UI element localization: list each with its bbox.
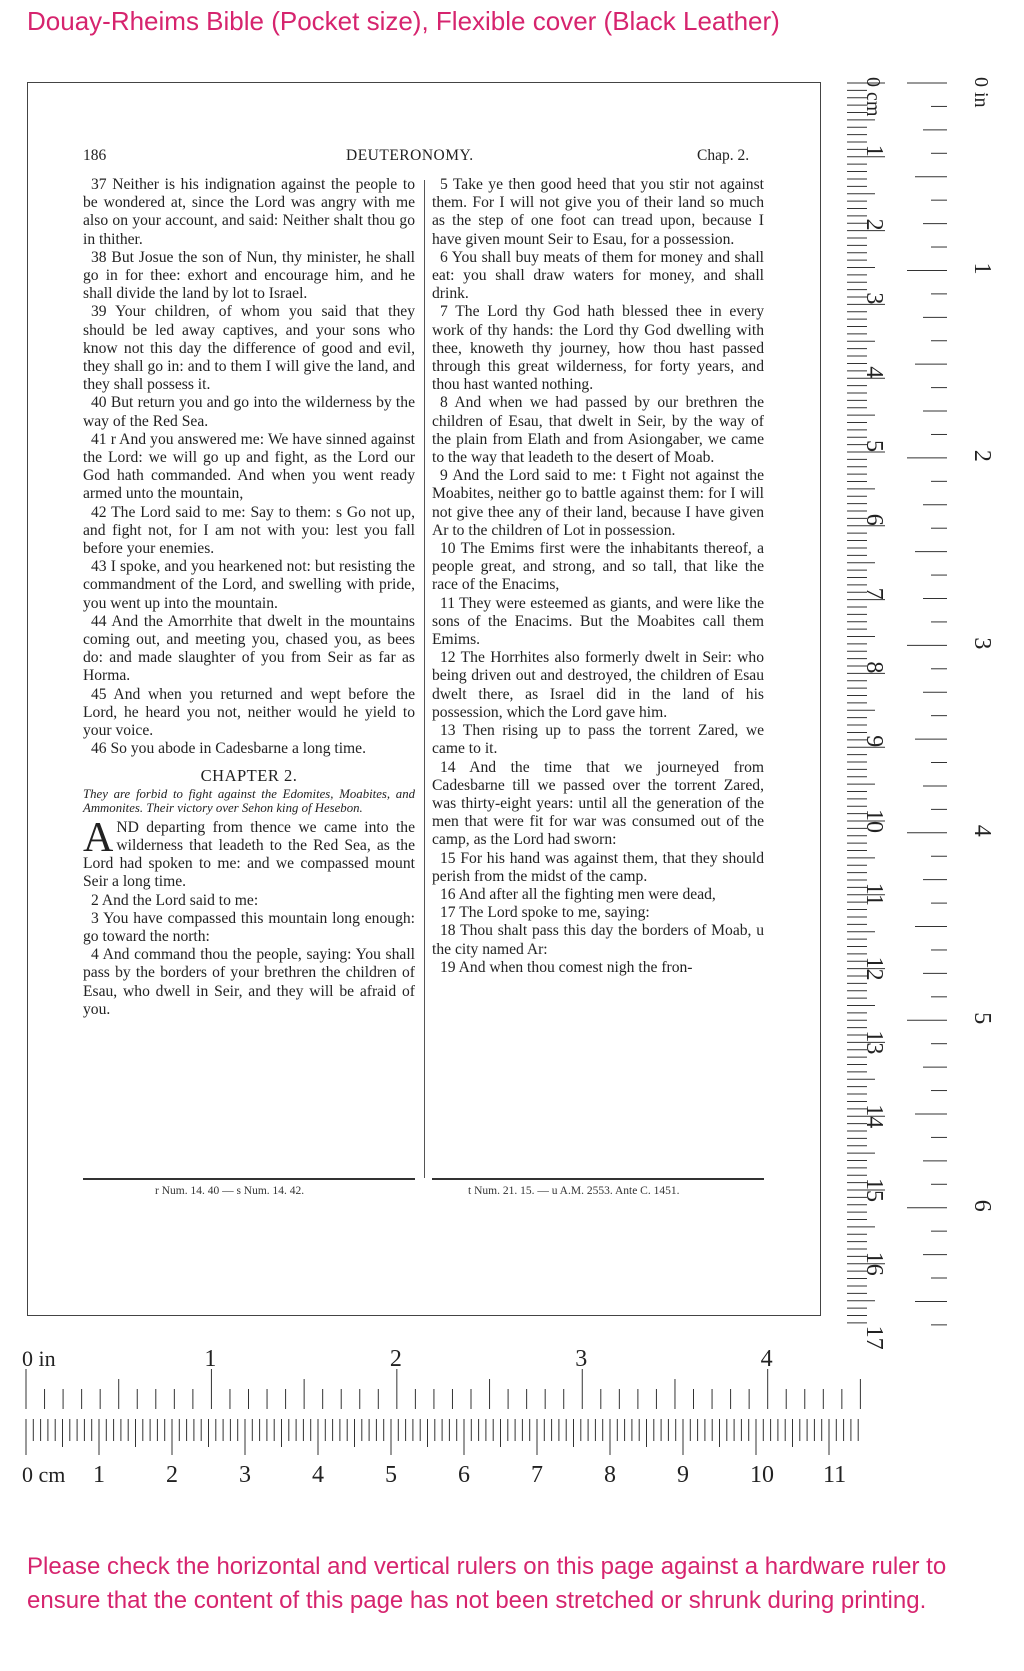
footnote-rule-right: [432, 1178, 764, 1180]
drop-cap-letter: A: [83, 814, 114, 861]
vertical-ruler-cm-labels: [861, 145, 887, 1350]
verse: 7 The Lord thy God hath blessed thee in every work of thy hands: the Lord thy God dwelling with thee, knoweth thy journey, how thou hast passed through this great wilderness, for forty years, and thou hast wanted nothing.: [432, 303, 764, 394]
ruler-cm-label: 2: [166, 1462, 178, 1488]
ruler-cm-label: 2: [861, 218, 887, 231]
verse: 42 The Lord said to me: Say to them: s Go not up, and fight not, for I am not with you: lest you fall before your enemies.: [83, 503, 415, 558]
footnote-left: r Num. 14. 40 — s Num. 14. 42.: [155, 1185, 305, 1197]
ruler-cm-label: 6: [861, 513, 887, 526]
ruler-cm-label: 11: [861, 882, 887, 906]
verse: 13 Then rising up to pass the torrent Zared, we came to it.: [432, 722, 764, 758]
verse: 15 For his hand was against them, that they should perish from the midst of the camp.: [432, 849, 764, 885]
verse: 16 And after all the fighting men were dead,: [440, 885, 716, 903]
verse: 19 And when thou comest nigh the fron-: [440, 958, 693, 976]
ruler-cm-label: 4: [312, 1462, 324, 1488]
ruler-cm-label: 3: [239, 1462, 251, 1488]
ruler-cm-label: 10: [861, 809, 887, 833]
verse: 38 But Josue the son of Nun, thy minister, he shall go in for thee: exhort and encourage him, and he shall divide the land by lot to Israel.: [83, 248, 415, 303]
ruler-cm-label: 9: [861, 735, 887, 748]
chapter-summary: They are forbid to fight against the Edomites, Moabites, and Ammonites. Their victory over Sehon king of Hesebon.: [83, 786, 415, 815]
verse: 6 You shall buy meats of them for money and shall eat: you shall draw waters for money, and shall drink.: [432, 248, 764, 303]
ruler-in-label: 4: [969, 824, 995, 837]
page-header-title: Douay-Rheims Bible (Pocket size), Flexible cover (Black Leather): [27, 6, 780, 36]
verse: 12 The Horrhites also formerly dwelt in Seir: who being driven out and destroyed, the children of Esau dwelt there, as Israel did in the land of his possession, which the Lord gave him.: [432, 649, 764, 721]
verse: 14 And the time that we journeyed from Cadesbarne till we passed over the torrent Zared, was thirty-eight years: until all the generation of the men that were fit for war was consumed out of the camp, as the Lord had sworn:: [432, 758, 764, 849]
chapter-reference: Chap. 2.: [697, 147, 750, 164]
horizontal-ruler: [20, 1342, 870, 1492]
ruler-cm-label: 5: [385, 1462, 397, 1488]
horizontal-ruler-cm-unit: 0 cm: [22, 1462, 66, 1487]
verse: 5 Take ye then good heed that you stir not against them. For I will not give you of their land so much as the step of one foot can tread upon, because I have given mount Seir to Esau, for a possession.: [432, 176, 764, 248]
ruler-in-label: 4: [760, 1346, 773, 1372]
ruler-cm-label: 15: [861, 1178, 887, 1202]
verse: 2 And the Lord said to me:: [91, 891, 259, 909]
verse: 4 And command thou the people, saying: You shall pass by the borders of your brethren the children of Esau, who dwell in Seir, and they will be afraid of you.: [83, 946, 415, 1018]
verse: 10 The Emims first were the inhabitants thereof, a people great, and strong, and so tall, that like the race of the Enacims,: [432, 540, 764, 594]
horizontal-ruler-cm-labels: [93, 1462, 846, 1488]
ruler-cm-label: 1: [861, 144, 887, 157]
ruler-in-label: 3: [969, 637, 995, 650]
ruler-cm-label: 9: [677, 1462, 689, 1488]
horizontal-ruler-ticks: [26, 1369, 860, 1455]
verse: 45 And when you returned and wept before the Lord, he heard you not, neither would he yield to your voice.: [83, 685, 415, 740]
ruler-cm-label: 17: [861, 1325, 887, 1350]
vertical-ruler-in-labels: [969, 262, 995, 1211]
vertical-ruler: [847, 77, 1007, 1350]
ruler-cm-label: 1: [93, 1462, 105, 1488]
column-divider: [424, 180, 425, 1178]
right-text-column: [432, 176, 764, 977]
ruler-cm-label: 8: [861, 661, 887, 674]
verse: 39 Your children, of whom you said that they should be led away captives, and your sons who know not this day the difference of good and evil, they shall go in: and to them I will give the land, and they shall possess it.: [83, 303, 415, 394]
ruler-cm-label: 12: [861, 956, 887, 981]
ruler-cm-label: 11: [823, 1462, 847, 1488]
chapter-heading: CHAPTER 2.: [200, 765, 298, 785]
footnote-right: t Num. 21. 15. — u A.M. 2553. Ante C. 1451.: [468, 1185, 680, 1197]
first-verse: [83, 814, 415, 892]
ruler-check-note: Please check the horizontal and vertical rulers on this page against a hardware ruler to ensure that the content of this page has not been stretched or shrunk during printing.: [27, 1553, 947, 1614]
ruler-in-label: 2: [969, 449, 995, 462]
verse: 41 r And you answered me: We have sinned against the Lord: we will go up and fight, as the Lord our God hath commanded. And when you went ready armed unto the mountain,: [83, 430, 415, 503]
ruler-in-label: 2: [389, 1346, 402, 1372]
ruler-cm-label: 6: [458, 1462, 470, 1488]
ruler-in-label: 5: [969, 1012, 995, 1025]
horizontal-ruler-in-unit: 0 in: [22, 1346, 56, 1371]
verse: 46 So you abode in Cadesbarne a long time.: [91, 740, 366, 758]
verse: 17 The Lord spoke to me, saying:: [440, 904, 650, 922]
ruler-cm-label: 16: [861, 1251, 887, 1276]
ruler-cm-label: 13: [861, 1030, 887, 1055]
ruler-cm-label: 8: [604, 1462, 616, 1488]
vertical-ruler-in-unit: 0 in: [970, 77, 992, 108]
verse: 43 I spoke, and you hearkened not: but resisting the commandment of the Lord, and swelling with pride, you went up into the mountain.: [83, 558, 415, 612]
ruler-cm-label: 3: [861, 292, 887, 305]
verse: 3 You have compassed this mountain long enough: go toward the north:: [83, 909, 415, 945]
ruler-in-label: 3: [575, 1346, 588, 1372]
ruler-in-label: 1: [204, 1346, 217, 1372]
verse: 9 And the Lord said to me: t Fight not against the Moabites, neither go to battle against them: for I will not give thee any of their land, because I have given Ar to the children of Lot in possession.: [432, 467, 764, 539]
verse: 18 Thou shalt pass this day the borders of Moab, u the city named Ar:: [432, 922, 764, 958]
horizontal-ruler-in-labels: [204, 1346, 772, 1372]
ruler-cm-label: 4: [861, 366, 887, 379]
ruler-cm-label: 7: [531, 1462, 543, 1488]
verse: 44 And the Amorrhite that dwelt in the mountains coming out, and meeting you, chased you, as bees do: and made slaughter of you from Seir as far as Horma.: [83, 612, 415, 685]
ruler-cm-label: 10: [750, 1462, 774, 1488]
ruler-cm-label: 5: [861, 440, 887, 452]
verse: 40 But return you and go into the wilderness by the way of the Red Sea.: [83, 394, 415, 430]
first-verse-text: ND departing from thence we came into the wilderness that leadeth to the Red Sea, as the Lord had spoken to me: and we compassed mount Seir a long time.: [83, 818, 415, 891]
ruler-cm-label: 14: [861, 1104, 887, 1129]
vertical-ruler-cm-unit: 0 cm: [862, 77, 884, 117]
vertical-ruler-ticks: [847, 83, 947, 1325]
ruler-in-label: 1: [969, 262, 995, 275]
page-number: 186: [83, 147, 107, 164]
verse: 11 They were esteemed as giants, and were like the sons of the Enacims. But the Moabites call them Emims.: [432, 594, 764, 649]
left-text-column: [83, 176, 415, 1019]
ruler-in-label: 6: [969, 1199, 995, 1212]
ruler-cm-label: 7: [861, 587, 887, 600]
verse: 37 Neither is his indignation against the people to be wondered at, since the Lord was angry with me also on your account, and said: Neither shalt thou go in thither.: [83, 176, 415, 248]
footnote-rule-left: [83, 1178, 415, 1180]
verse: 8 And when we had passed by our brethren the children of Esau, that dwelt in Seir, by the way of the plain from Elath and from Asiongaber, we came to the way that leadeth to the desert of Moab.: [432, 394, 764, 467]
book-title: DEUTERONOMY.: [346, 147, 474, 164]
